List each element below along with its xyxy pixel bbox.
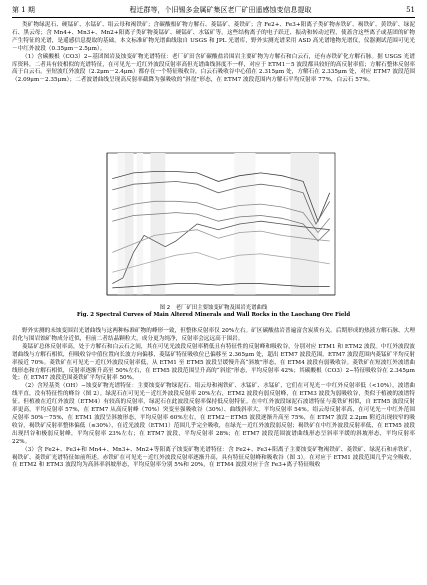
paragraph: 野外实测的未蚀变围岩光谱曲线与这两种标准矿物的峰形一致，但整体反射率仅 20%左右。矿区碳酸盐岩普遍富含炭质有关。后期形成的热液方解石脉、大理岩化与围岩蚀矿物成分近似，但前二者结晶颗粒大，成分更为纯净，反射率会远远高于围岩。 bbox=[12, 328, 415, 342]
header-rule bbox=[12, 17, 415, 18]
paragraph: 菱锰矿总体反射率高，处于方解石和白云石之间，其在可见光波段反射率稍低且有特征性的反射峰和吸收谷，分别对应 ETM1 和 ETM2 波段。中红外波段波谱曲线与方解石相似，但吸收谷中值位置向长波方向偏移，菱锰矿特征吸收位已偏移至 2.365μm 处，超出 ETM7 波段范围。ETM7 波段范围内菱锰矿平均反射率接近 70%。菱铁矿在可见光－近红外波段反射率低，从 ETM1 至 ETM5 波段呈缓慢升高“斜坡”形态，在 ETM4 波段有弱吸收谷。菱铁矿在短波红外波谱曲线形态和方解石相似，反射率逐渐升高至 50%左右，在 ETM5 波段范围呈升高的“斜崖”形态，平均反射率 42%；其碳酸根（CO3）2−特征吸收谷在 2.345μm 处；在 ETM7 波段范围菱铁矿平均反射率 50%。 bbox=[12, 343, 415, 382]
body-text-bottom bbox=[12, 328, 415, 470]
paragraph: （1）含碳酸根（CO3）2−基团图岩及蚀变矿物光谱特征：老厂矿田含矿碳酸盐岩围岩主要矿物为方解石和白云石，还有赤铁矿化方解石脉。据 USGS 光谱库资料，二者具有较相似的光谱特征，在可见光－近红外波段反射率高但光谱曲线斜度不一样，对应于 ETM1－5 波段都具较好的高反射率值；方解石整体反射率高于白云石。至短波红外波段（2.2μm－2.4μm）都存在一个特征吸收谷，白云石吸收谷中心值在 2.315μm 处，方解石在 2.335μm 处，对应 ETM7 波段范围（2.09μm－2.35μm）；二者波谱曲线呈现高反射率截降为强吸收的“斜崖”形态，在 ETM7 波段范围内方解石平均反射率 77%，白云石 57%。 bbox=[12, 53, 415, 84]
paragraph: （3）含 Fe2+、Fe3+和 Mn4+、Mn3+、Mn2+等阳离子蚀变矿物光谱特征：含 Fe2+、Fe3+阳离子主要蚀变矿物褐铁矿、菱铁矿、绿泥石和赤铁矿，褐铁矿、菱铁矿光谱特征如前所述。赤铁矿在可见光－近红外波段反射率逐渐升高，具有特征反射峰和吸收谷（图 3）。在对应于 ETM1 波段范围几乎完全吸收，在 ETM2 和 ETM3 波段均为高斜率斜坡形态，平均反射率分别 5%和 20%，在 ETM4 波段对应于含 Fe3+离子特征吸收 bbox=[12, 446, 415, 469]
page-number: 51 bbox=[406, 6, 415, 14]
running-title: 程迁群等，个旧锡多金属矿集区老厂矿田遥感蚀变信息提取 bbox=[129, 6, 312, 14]
spectral-curves-figure bbox=[85, 145, 342, 305]
figure-caption-en: Fig. 2 Spectral Curves of Main Altered Minerals and Wall Rocks in the Laochang Ore Field bbox=[76, 312, 351, 318]
band-shade bbox=[118, 153, 125, 295]
band-shade bbox=[137, 153, 143, 295]
body-text-top bbox=[12, 22, 415, 85]
band-shade bbox=[290, 153, 319, 295]
figure-caption-cn: 图 2 老厂矿田主要蚀变矿物及围岩光谱曲线 bbox=[159, 305, 268, 311]
paragraph: （2）含羟基类（OH）−蚀变矿物光谱特征：主要蚀变矿物绿泥石、绢云母和褐铁矿、水锰矿、水锰矿，它们在可见光－中红外反射率低（<10%），波谱曲线平直，没有特征性的峰谷（图 2）。绿泥石在可见光－近红外波段反射率 20%左右，ETM2 波段有弱反射峰，在 ETM3 波段为弱吸收谷，类似于植被的波谱特征。但植被在近红外波段（ETM4）有较高的反射率，绿泥石在此波段反射率保持低反射特征。在中红外波段绿泥石波谱特征与菱铁矿相似，自 ETM5 波段反射率更高，平均反射率 57%，在 ETM7 从高反射峰（70%）突变至强吸收谷（30%）、曲线斜率大，平均反射率 54%。绢云母反射率高，在可见光－中红外范围反射率 50%－75%，在 ETM1 波段呈斜坡形态，平均反射率 60%左右，在 ETM2－ETM5 波段逐渐升高至 75%，在 ETM7 波段 2.2μm 附近出现较窄的吸收谷，褐铁矿反射率整体偏低（≤30%），在近光波段（ETM1）范围几乎完全吸收，在绿光－近红外波段弱反射；褐铁矿在中红外波段反射率低，在 ETM5 波段出现凹谷和极弱反射峰，平均反射率 23%左右；在 ETM7 波段，平均反射率 28%；在 ETM7 波段范围波谱曲线形态呈斜率平缓的斜坡形态，平均反射率 22%。 bbox=[12, 383, 415, 445]
issue-number: 第 1 期 bbox=[12, 6, 35, 14]
paragraph: 类矿物绿泥石、硬锰矿、水锰矿、绢云母和褐铁矿；含碳酸根矿物方解石、菱锰矿、菱铁矿；含 Fe2+、Fe3+阳离子类矿物赤铁矿、褐铁矿、黄铁矿、绿泥石、黑云母；含 Mn4+、Mn3+、Mn2+阳离子类矿物菱锰矿、硬锰矿、水锰矿等。这些结构离子的电子跃迁、振动和转动过程，使蓋含这些离子或基团的矿物产生特征的光谱，是遥感信息提取的基础。本文标准矿物光谱曲线取自 USGS 和 JPL 光谱库，野外实测光谱采用 ASD 高光谱地物光谱仪，仪器测试范围可见光－中红外波段（0.35μm－2.5μm）。 bbox=[12, 22, 415, 52]
band-shade bbox=[150, 153, 165, 295]
spectral-chart bbox=[85, 145, 342, 305]
running-header bbox=[12, 4, 415, 16]
